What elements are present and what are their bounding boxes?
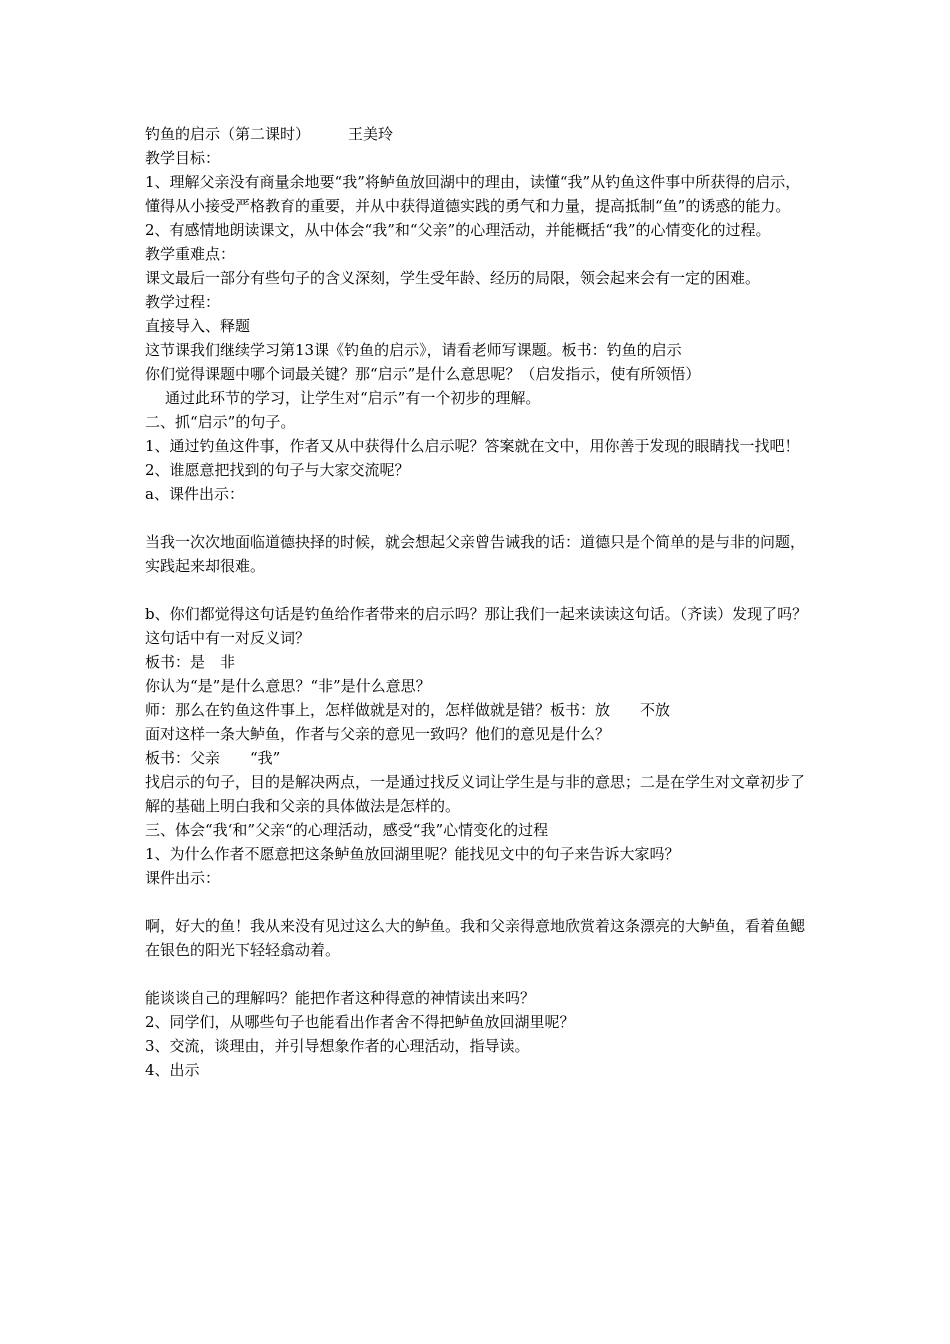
author-name: 王美玲	[348, 125, 394, 143]
step2-item-1: 1、通过钓鱼这件事，作者又从中获得什么启示呢？答案就在文中，用你善于发现的眼睛找一找吧！	[145, 437, 800, 455]
teacher-line-1: 师：那么在钓鱼这件事上，怎样做就是对的，怎样做就是错？板书：放 不放	[145, 701, 671, 719]
goal-1: 1、理解父亲没有商量余地要“我”将鲈鱼放回湖中的理由，读懂“我”从钓鱼这件事中所获得的启示，懂得从小接受严格教育的重要，并从中获得道德实践的勇气和力量，提高抵制“鱼”的诱惑的能力。	[145, 173, 801, 215]
goals-heading: 教学目标：	[145, 149, 221, 167]
step3-item-3: 3、交流，谈理由，并引导想象作者的心理活动，指导读。	[145, 1037, 530, 1055]
blank-line	[145, 962, 810, 986]
blank-line	[145, 578, 810, 602]
quote-1: 当我一次次地面临道德抉择的时候，就会想起父亲曾告诫我的话：道德只是个简单的是与非的问题，实践起来却很难。	[145, 533, 806, 575]
step3-question: 能谈谈自己的理解吗？能把作者这种得意的神情读出来吗？	[145, 989, 536, 1007]
board-note-1: 板书：是 非	[145, 653, 236, 671]
difficulty-text: 课文最后一部分有些句子的含义深刻，学生受年龄、经历的局限，领会起来会有一定的困难。	[145, 269, 761, 287]
document-page	[145, 122, 810, 1082]
intro-paragraph-1: 这节课我们继续学习第13课《钓鱼的启示》，请看老师写课题。板书：钓鱼的启示	[145, 341, 682, 359]
step2-item-b: b、你们都觉得这句话是钓鱼给作者带来的启示吗？那让我们一起来读读这句话。（齐读）发现了吗？这句话中有一对反义词？	[145, 605, 808, 647]
blank-line	[145, 890, 810, 914]
question-1: 你认为“是”是什么意思？“非”是什么意思？	[145, 677, 431, 695]
difficulty-heading: 教学重难点：	[145, 245, 236, 263]
step3-item-4: 4、出示	[145, 1061, 200, 1079]
intro-heading: 直接导入、释题	[145, 317, 251, 335]
step2-item-2: 2、谁愿意把找到的句子与大家交流呢？	[145, 461, 410, 479]
step3-item-1: 1、为什么作者不愿意把这条鲈鱼放回湖里呢？能找见文中的句子来告诉大家吗？	[145, 845, 680, 863]
step2-summary: 找启示的句子，目的是解决两点，一是通过找反义词让学生是与非的意思；二是在学生对文章初步了解的基础上明白我和父亲的具体做法是怎样的。	[145, 773, 806, 815]
lesson-title: 钓鱼的启示（第二课时）	[145, 125, 311, 143]
step3-item-2: 2、同学们，从哪些句子也能看出作者舍不得把鲈鱼放回湖里呢？	[145, 1013, 575, 1031]
step3-show: 课件出示：	[145, 869, 221, 887]
intro-paragraph-2: 你们觉得课题中哪个词最关键？那“启示”是什么意思呢？（启发指示，使有所领悟）	[145, 365, 701, 383]
title-line	[145, 122, 810, 146]
quote-2: 啊，好大的鱼！我从来没有见过这么大的鲈鱼。我和父亲得意地欣赏着这条漂亮的大鲈鱼，看着鱼鳃在银色的阳光下轻轻翕动着。	[145, 917, 806, 959]
step2-heading: 二、抓“启示”的句子。	[145, 413, 296, 431]
process-heading: 教学过程：	[145, 293, 221, 311]
step2-item-a: a、课件出示：	[145, 485, 244, 503]
board-note-2: 板书：父亲 “我”	[145, 749, 281, 767]
step3-heading: 三、体会“我‘和”父亲“的心理活动，感受“我”心情变化的过程	[145, 821, 549, 839]
goal-2: 2、有感情地朗读课文，从中体会“我”和“父亲”的心理活动，并能概括“我”的心情变化的过程。	[145, 221, 771, 239]
intro-paragraph-3: 通过此环节的学习，让学生对“启示”有一个初步的理解。	[165, 389, 541, 407]
question-2: 面对这样一条大鲈鱼，作者与父亲的意见一致吗？他们的意见是什么？	[145, 725, 611, 743]
blank-line	[145, 506, 810, 530]
